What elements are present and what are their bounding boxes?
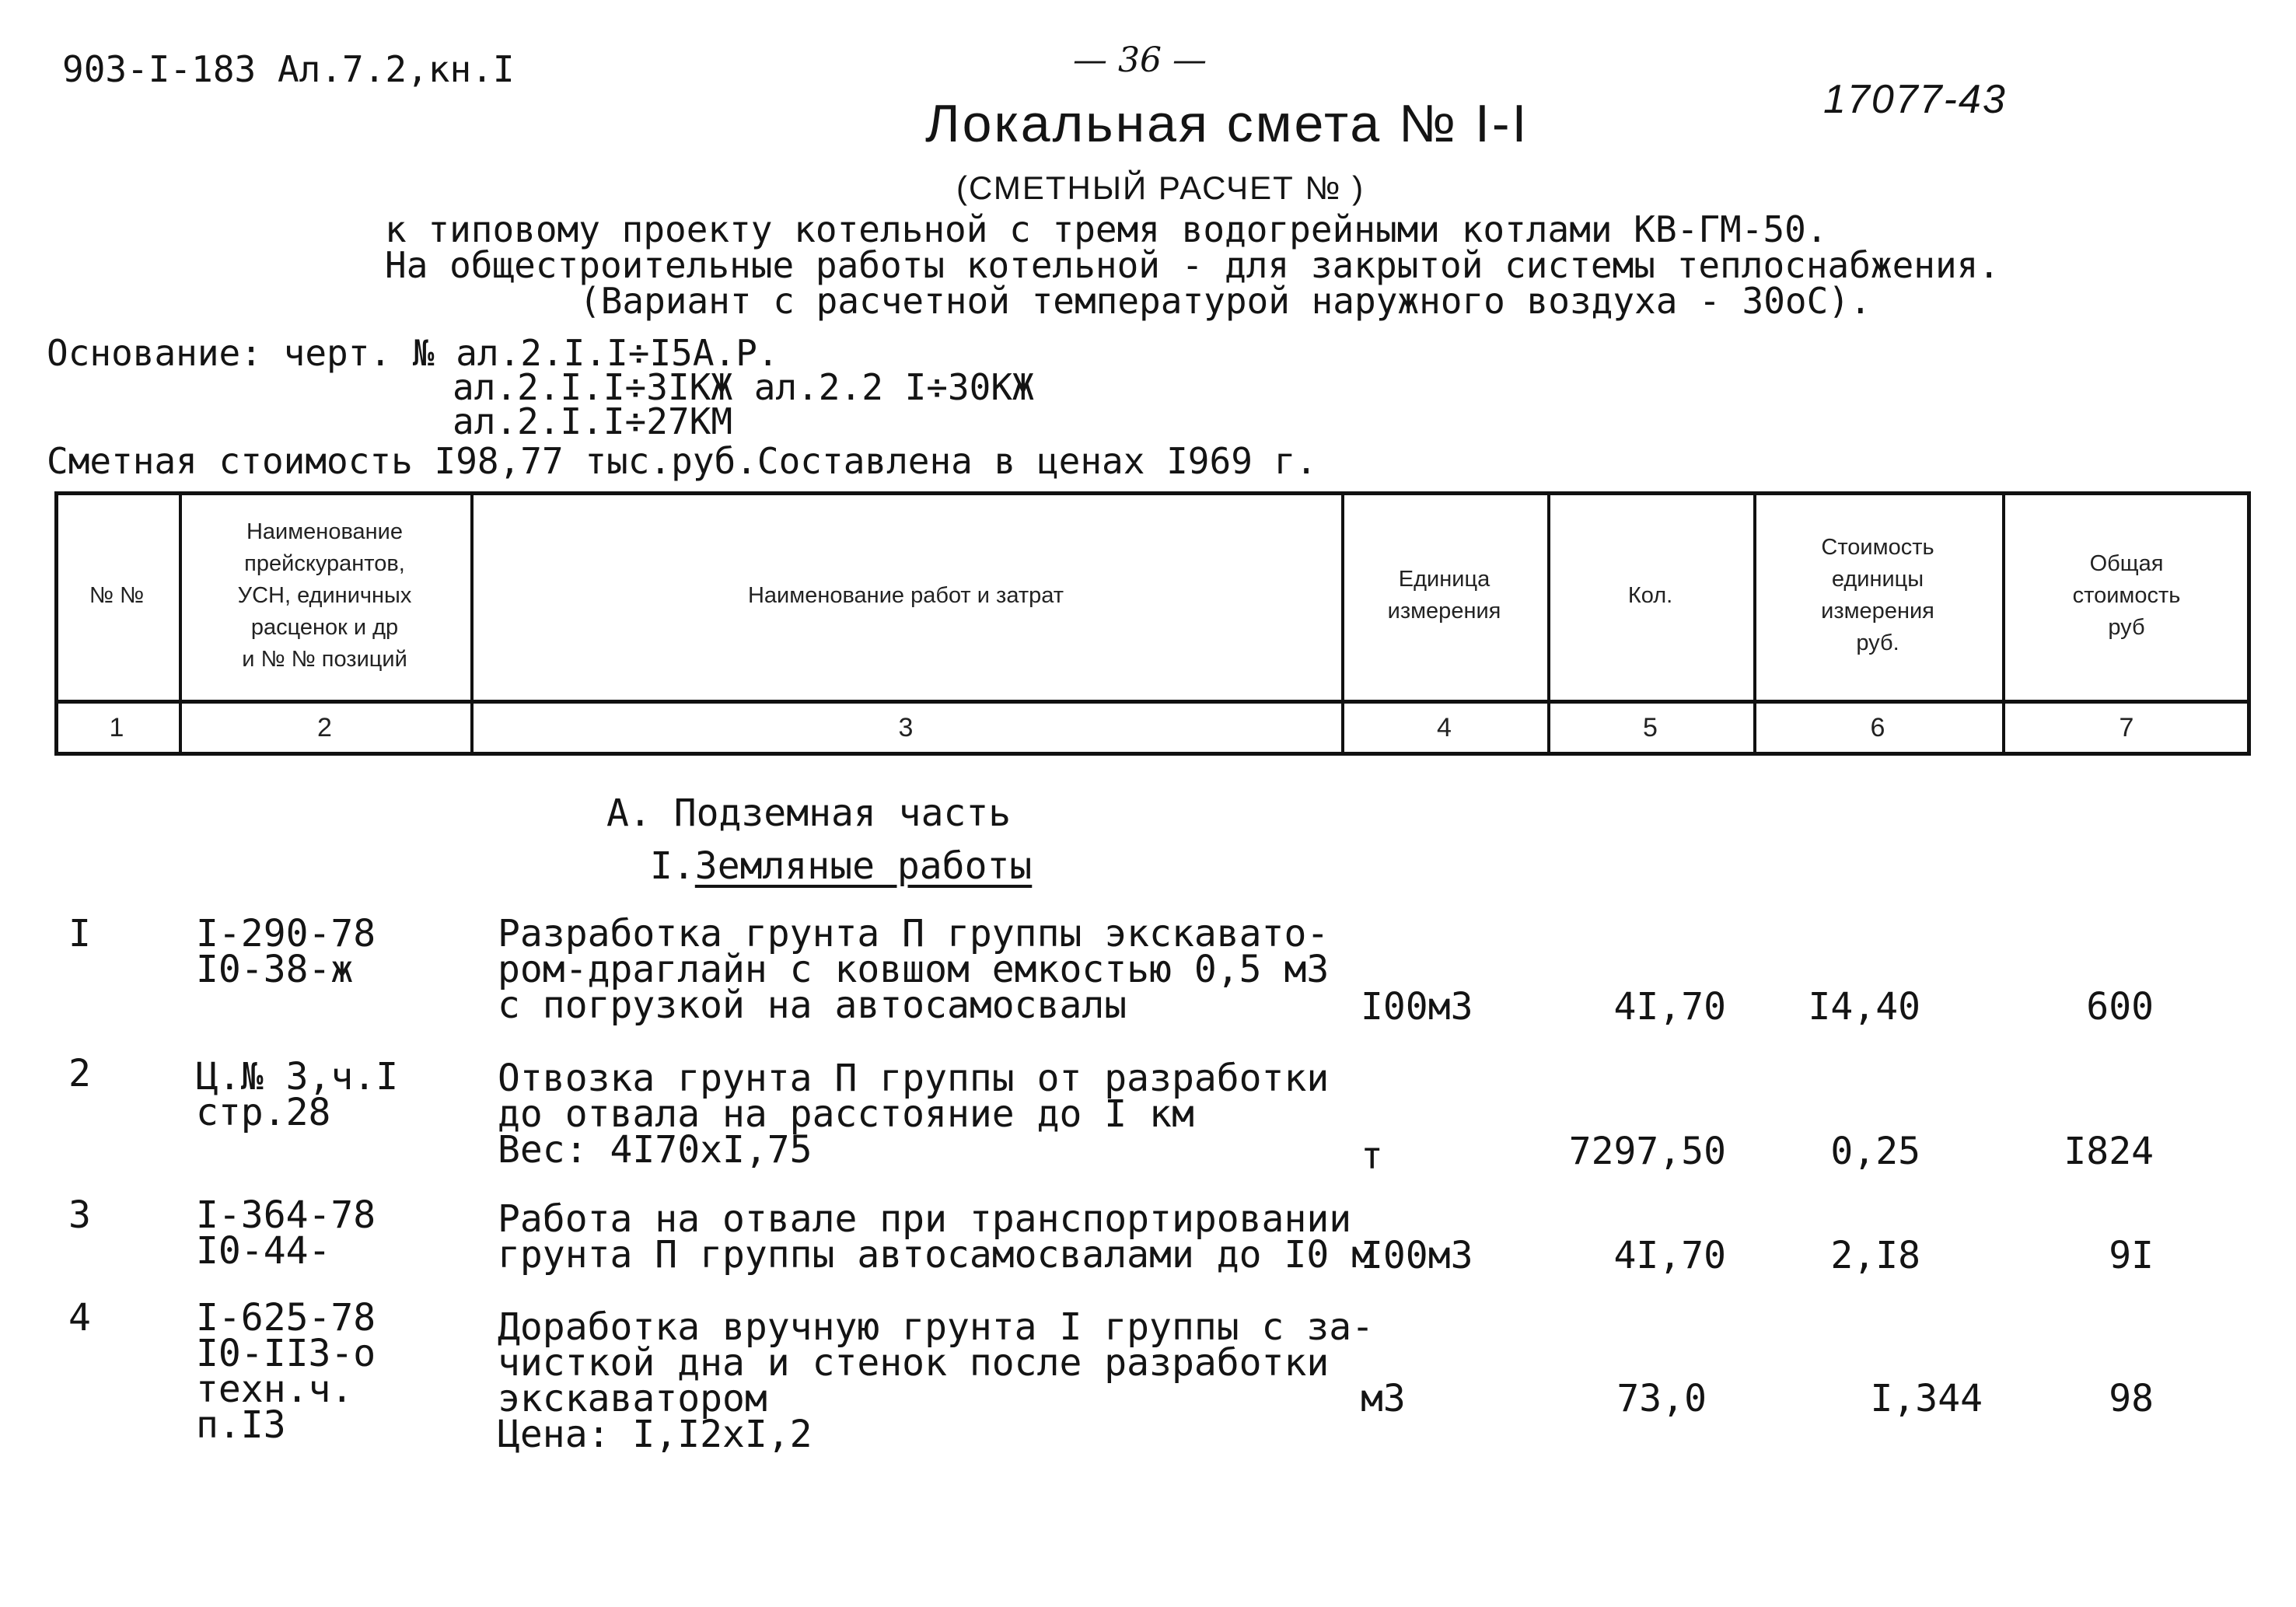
row-number: 2 bbox=[68, 1052, 91, 1095]
page-number: — 36 — bbox=[1073, 40, 1207, 80]
estimated-cost: Сметная стоимость I98,77 тыс.руб.Составлена в ценах I969 г. bbox=[47, 440, 1317, 482]
subsection-prefix: I. bbox=[650, 844, 695, 888]
row-unit-price: I,344 bbox=[1870, 1377, 1983, 1420]
row-code: I-364-78 I0-44- bbox=[196, 1193, 376, 1273]
row-description: Отвозка грунта П группы от разработки до отвала на расстояние до I км Вес: 4I70хI,75 bbox=[498, 1057, 1330, 1172]
row-unit: т bbox=[1361, 1134, 1383, 1178]
document-title: Локальная смета № I-I bbox=[925, 94, 1529, 153]
column-number: 2 bbox=[317, 712, 332, 742]
description-line: к типовому проекту котельной с тремя водогрейными котлами КВ-ГМ-50. bbox=[385, 208, 1828, 250]
row-total: 600 bbox=[2086, 985, 2154, 1029]
row-quantity: 4I,70 bbox=[1613, 985, 1726, 1029]
section-title: А. Подземная часть bbox=[606, 791, 1012, 835]
row-unit: I00м3 bbox=[1361, 985, 1473, 1029]
row-unit-price: 0,25 bbox=[1830, 1130, 1920, 1173]
row-quantity: 7297,50 bbox=[1568, 1130, 1726, 1173]
row-number: 3 bbox=[68, 1193, 91, 1237]
column-header-number: № № bbox=[89, 582, 145, 608]
table-header bbox=[54, 491, 2251, 756]
row-unit-price: I4,40 bbox=[1808, 985, 1920, 1029]
basis-line: ал.2.I.I÷27КМ bbox=[453, 400, 733, 442]
row-quantity: 73,0 bbox=[1616, 1377, 1707, 1420]
description-line: (Вариант с расчетной температурой наружного воздуха - 30оС). bbox=[579, 280, 1871, 322]
column-header-unit-cost: Стоимость единицы измерения руб. bbox=[1821, 535, 1934, 655]
column-header-total-cost: Общая стоимость руб bbox=[2072, 550, 2181, 640]
row-total: I824 bbox=[2064, 1130, 2154, 1173]
column-number: 1 bbox=[109, 712, 124, 742]
column-header-codes: Наименование прейскурантов, УСН, единичных расценок и др и № № позиций bbox=[237, 519, 412, 672]
column-header-unit: Единица измерения bbox=[1387, 567, 1501, 624]
column-header-works: Наименование работ и затрат bbox=[747, 582, 1064, 608]
column-header-quantity: Кол. bbox=[1627, 582, 1673, 608]
row-total: 98 bbox=[2109, 1377, 2154, 1420]
subsection-name: Земляные работы bbox=[694, 844, 1033, 888]
row-unit: I00м3 bbox=[1361, 1234, 1473, 1277]
row-description: Работа на отвале при транспортировании грунта П группы автосамосвалами до I0 м bbox=[498, 1197, 1375, 1277]
column-number: 3 bbox=[898, 712, 914, 742]
row-code: I-625-78 I0-II3-о техн.ч. п.I3 bbox=[196, 1296, 376, 1447]
row-description: Разработка грунта П группы экскавато- ром-драглайн с ковшом емкостью 0,5 м3 с погрузкой на автосамосвалы bbox=[498, 912, 1330, 1027]
column-number: 6 bbox=[1870, 712, 1885, 742]
document-subtitle: (СМЕТНЫЙ РАСЧЕТ № ) bbox=[956, 169, 1365, 206]
column-number: 4 bbox=[1437, 712, 1452, 742]
row-code: Ц.№ 3,ч.I стр.28 bbox=[196, 1055, 399, 1134]
row-unit-price: 2,I8 bbox=[1830, 1234, 1920, 1277]
row-description: Доработка вручную грунта I группы с за- чисткой дна и стенок после разработки экскаватором Цена: I,I2хI,2 bbox=[498, 1305, 1375, 1456]
column-number: 5 bbox=[1643, 712, 1658, 742]
row-number: I bbox=[68, 912, 91, 955]
document-code: 903-I-183 Ал.7.2,кн.I bbox=[62, 48, 515, 90]
row-code: I-290-78 I0-38-ж bbox=[196, 912, 376, 991]
description-line: На общестроительные работы котельной - для закрытой системы теплоснабжения. bbox=[385, 244, 2001, 286]
row-unit: м3 bbox=[1361, 1377, 1406, 1420]
basis-line: Основание: черт. № ал.2.I.I÷I5А.Р. bbox=[47, 332, 779, 374]
column-number: 7 bbox=[2119, 712, 2134, 742]
row-number: 4 bbox=[68, 1296, 91, 1340]
row-total: 9I bbox=[2109, 1234, 2154, 1277]
handwritten-note: 17077-43 bbox=[1823, 77, 2007, 122]
subsection-title bbox=[650, 844, 1032, 888]
row-quantity: 4I,70 bbox=[1613, 1234, 1726, 1277]
basis-line: ал.2.I.I÷3IКЖ ал.2.2 I÷30КЖ bbox=[453, 366, 1034, 408]
